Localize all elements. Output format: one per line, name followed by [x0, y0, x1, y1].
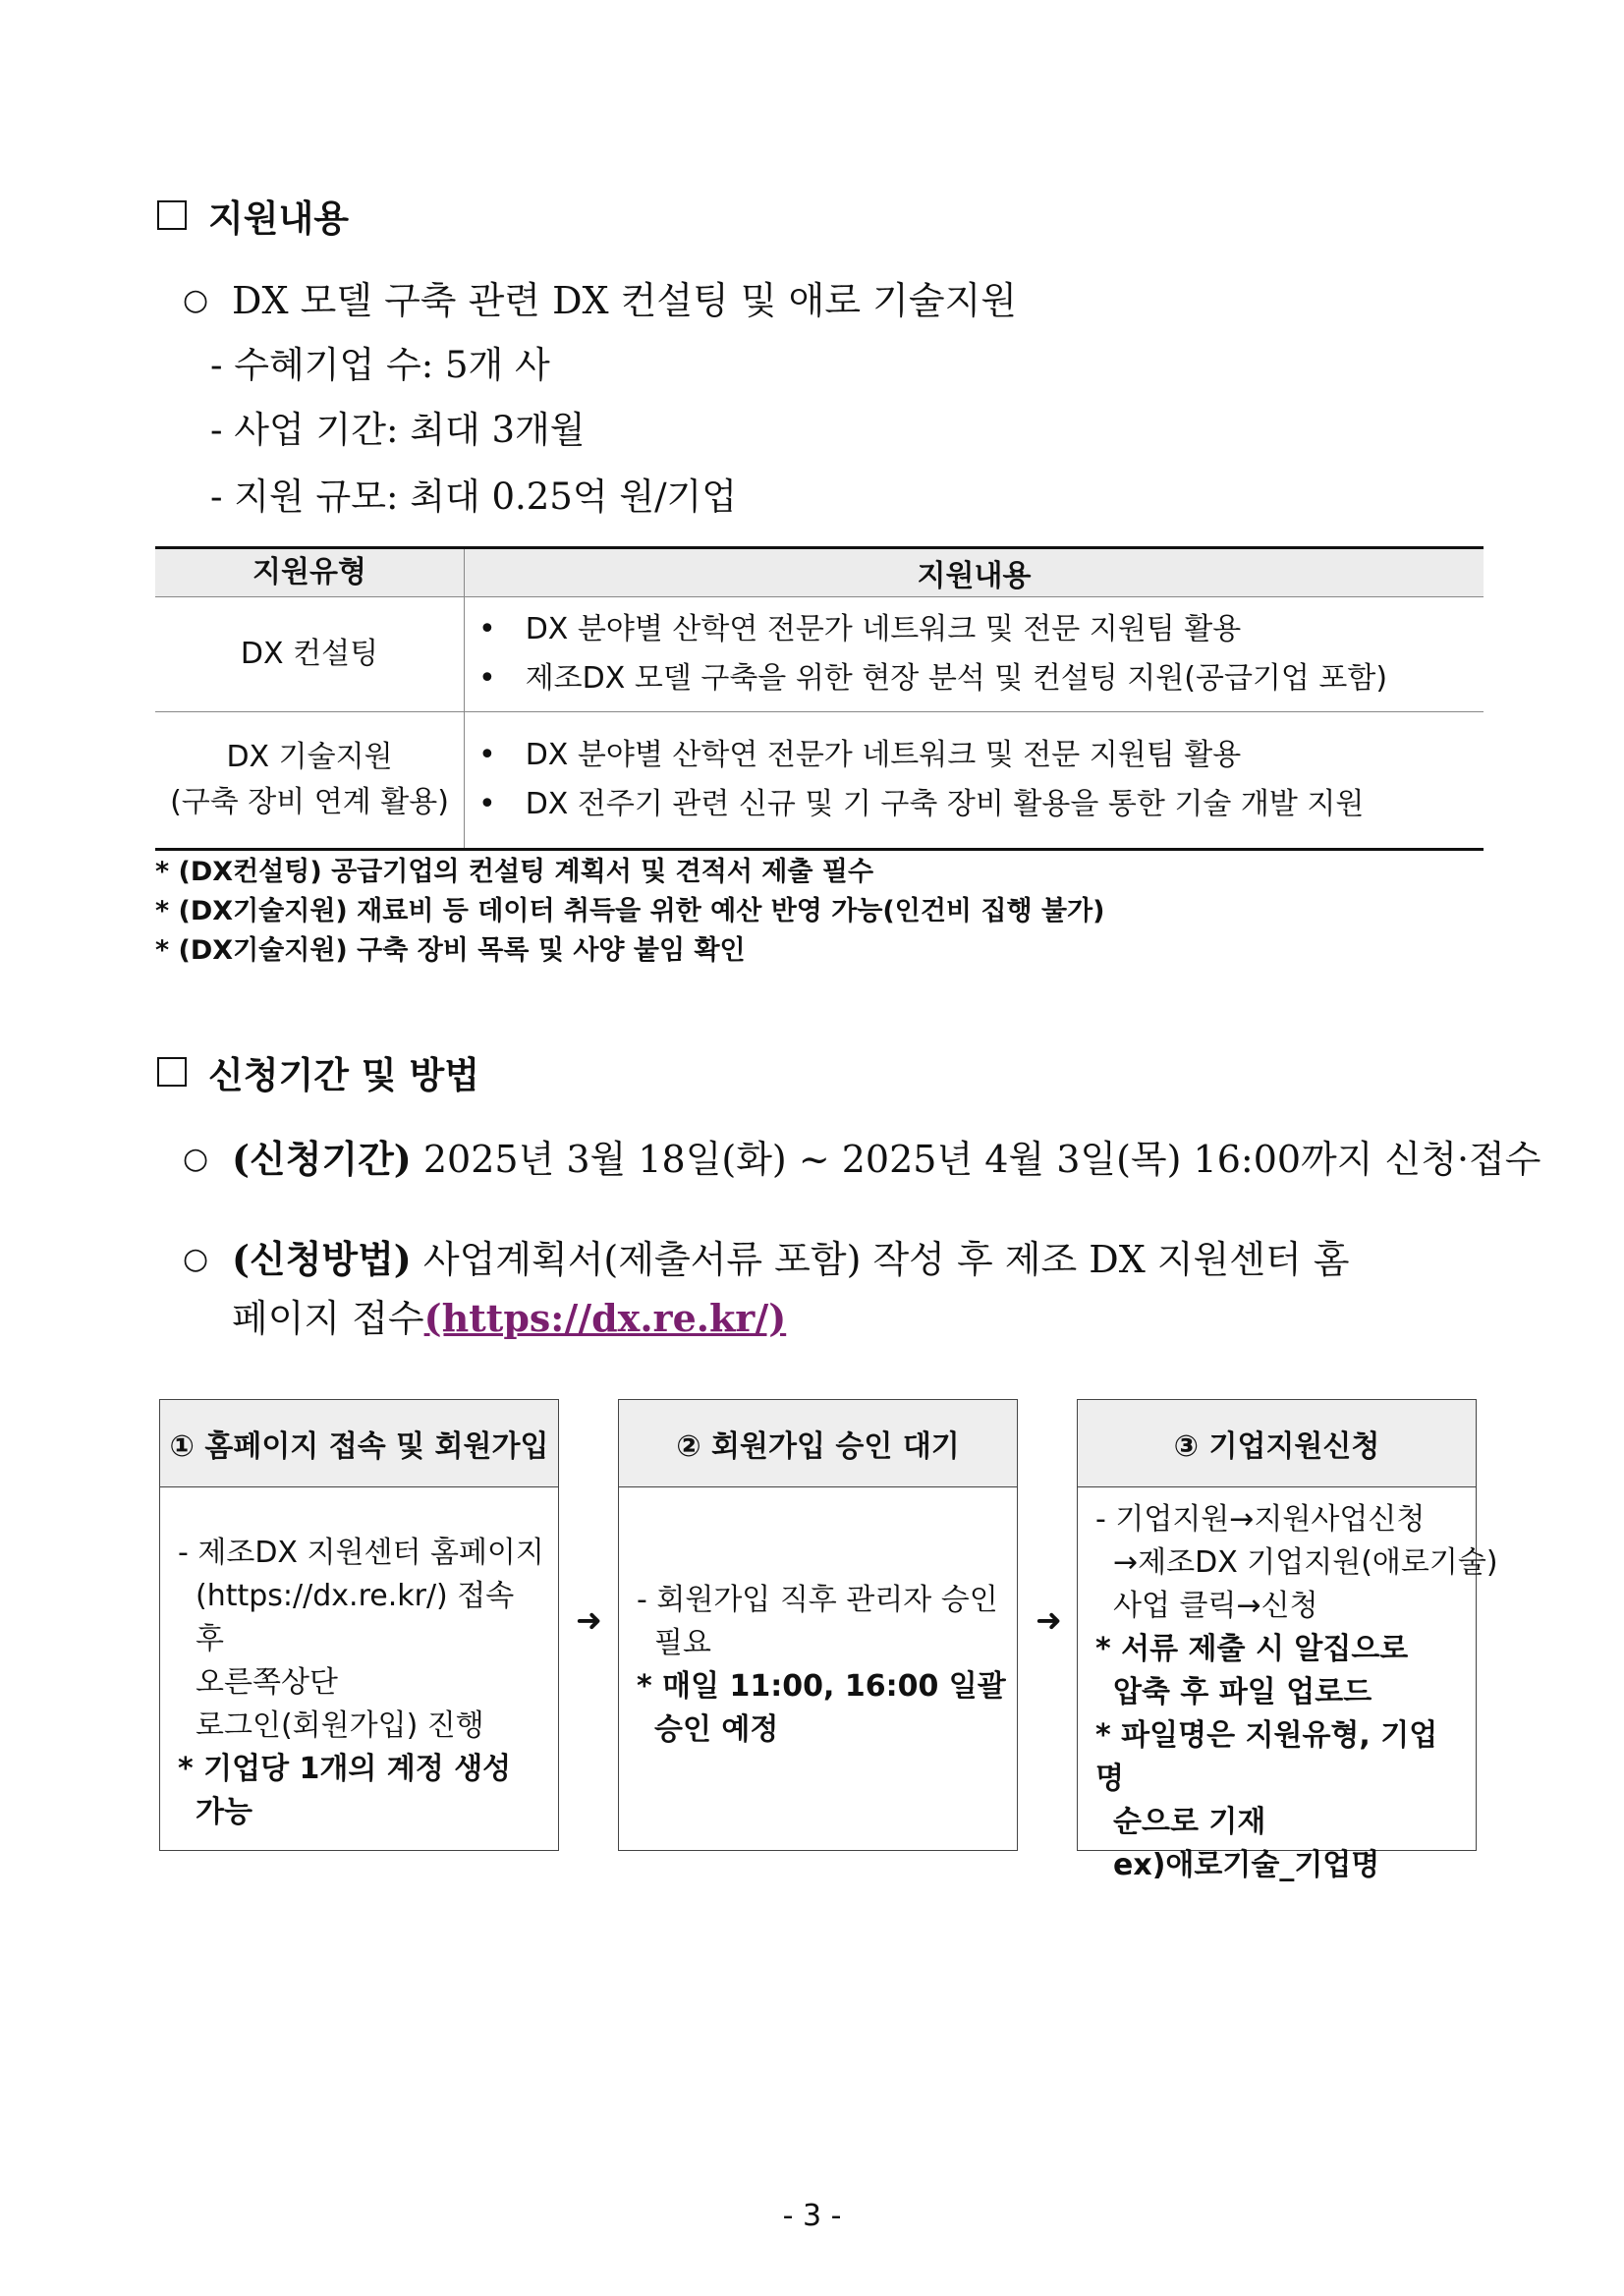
note-line: * (DX컨설팅) 공급기업의 컨설팅 계획서 및 견적서 제출 필수: [155, 857, 874, 887]
detail-scale: - 지원 규모: 최대 0.25억 원/기업: [210, 476, 738, 518]
type-label: DX 기술지원: [226, 740, 393, 774]
step-line: 필요: [654, 1626, 711, 1660]
circle-bullet-icon: ○: [183, 1142, 209, 1176]
table-row: [155, 597, 1484, 712]
checkbox-square-icon: [157, 200, 187, 230]
step-line: →제조DX 기업지원(애로기술): [1113, 1545, 1498, 1580]
page-number: - 3 -: [782, 2199, 842, 2233]
step-body: [1078, 1498, 1498, 1887]
circle-bullet-icon: ○: [183, 1242, 209, 1276]
step-title: ② 회원가입 승인 대기: [619, 1400, 1017, 1487]
table-header-row: [155, 548, 1484, 597]
step-note: * 서류 제출 시 알집으로: [1095, 1632, 1409, 1666]
period-text: 2025년 3월 18일(화) ~ 2025년 4월 3일(목) 16:00까지 신청·접수: [411, 1138, 1541, 1181]
method-label: (신청방법): [232, 1237, 412, 1281]
step-note: * 파일명은 지원유형, 기업명: [1095, 1718, 1438, 1796]
homepage-link[interactable]: (https://dx.re.kr/): [423, 1296, 787, 1340]
main-bullet-text: DX 모델 구축 관련 DX 컨설팅 및 애로 기술지원: [232, 279, 1018, 322]
table-cell-type: [155, 597, 465, 712]
table-row: [155, 712, 1484, 850]
arrow-right-icon: ➜: [1036, 1601, 1062, 1639]
step-line: 사업 클릭→신청: [1113, 1589, 1318, 1623]
apply-period: [183, 1130, 1540, 1189]
checkbox-square-icon: [157, 1057, 187, 1087]
step-title: ③ 기업지원신청: [1078, 1400, 1476, 1487]
note-line: * (DX기술지원) 재료비 등 데이터 취득을 위한 예산 반영 가능(인건비 집행 불가): [155, 896, 1105, 926]
table-cell-type: [155, 712, 465, 850]
step-box-2: [618, 1399, 1018, 1851]
step-line: - 제조DX 지원센터 홈페이지: [178, 1536, 544, 1570]
step-box-3: [1077, 1399, 1498, 1882]
step-note: * 기업당 1개의 계정 생성: [178, 1752, 512, 1786]
arrow-right-icon: ➜: [576, 1601, 602, 1639]
step-line: 오른쪽상단: [196, 1665, 338, 1700]
step-note: 순으로 기재: [1113, 1805, 1266, 1839]
content-item: • DX 분야별 산학연 전문가 네트워크 및 전문 지원팀 활용: [478, 605, 1484, 654]
section-heading-text: 신청기간 및 방법: [208, 1053, 479, 1096]
step-line: 로그인(회원가입) 진행: [196, 1708, 484, 1743]
table-header: 지원유형: [155, 548, 465, 597]
step-note: 압축 후 파일 업로드: [1113, 1675, 1372, 1709]
section-heading-text: 지원내용: [208, 196, 349, 240]
content-item: • 제조DX 모델 구축을 위한 현장 분석 및 컨설팅 지원(공급기업 포함): [478, 654, 1484, 703]
table-cell-content: [465, 597, 1484, 712]
step-note: ex)애로기술_기업명: [1113, 1848, 1380, 1882]
section-heading-support: [157, 189, 349, 242]
detail-period: - 사업 기간: 최대 3개월: [210, 409, 586, 451]
table-header: 지원내용: [465, 548, 1484, 597]
step-line: - 회원가입 직후 관리자 승인: [637, 1583, 998, 1617]
step-box-1: [159, 1399, 559, 1851]
step-note: 가능: [196, 1795, 252, 1829]
type-label: DX 컨설팅: [240, 637, 379, 671]
period-label: (신청기간): [232, 1137, 412, 1181]
content-item: • DX 분야별 산학연 전문가 네트워크 및 전문 지원팀 활용: [478, 731, 1484, 780]
method-text-2: 페이지 접수: [232, 1297, 424, 1340]
note-line: * (DX기술지원) 구축 장비 목록 및 사양 붙임 확인: [155, 935, 746, 966]
step-note: 승인 예정: [654, 1712, 779, 1747]
step-note: * 매일 11:00, 16:00 일괄: [637, 1669, 1006, 1704]
main-bullet: [183, 273, 1017, 328]
section-heading-apply: [157, 1045, 479, 1098]
step-title: ① 홈페이지 접속 및 회원가입: [160, 1400, 558, 1487]
detail-recipients: - 수혜기업 수: 5개 사: [210, 344, 550, 386]
method-text: 사업계획서(제출서류 포함) 작성 후 제조 DX 지원센터 홈: [411, 1238, 1350, 1281]
step-line: - 기업지원→지원사업신청: [1095, 1502, 1426, 1537]
step-body: [160, 1532, 558, 1834]
table-cell-content: [465, 712, 1484, 850]
content-item: • DX 전주기 관련 신규 및 기 구축 장비 활용을 통한 기술 개발 지원: [478, 780, 1484, 829]
support-table: [155, 546, 1484, 851]
circle-bullet-icon: ○: [183, 283, 209, 317]
step-body: [619, 1579, 1017, 1752]
apply-method: [183, 1230, 1489, 1348]
step-line: (https://dx.re.kr/) 접속 후: [196, 1579, 515, 1656]
type-sublabel: (구축 장비 연계 활용): [170, 785, 449, 819]
